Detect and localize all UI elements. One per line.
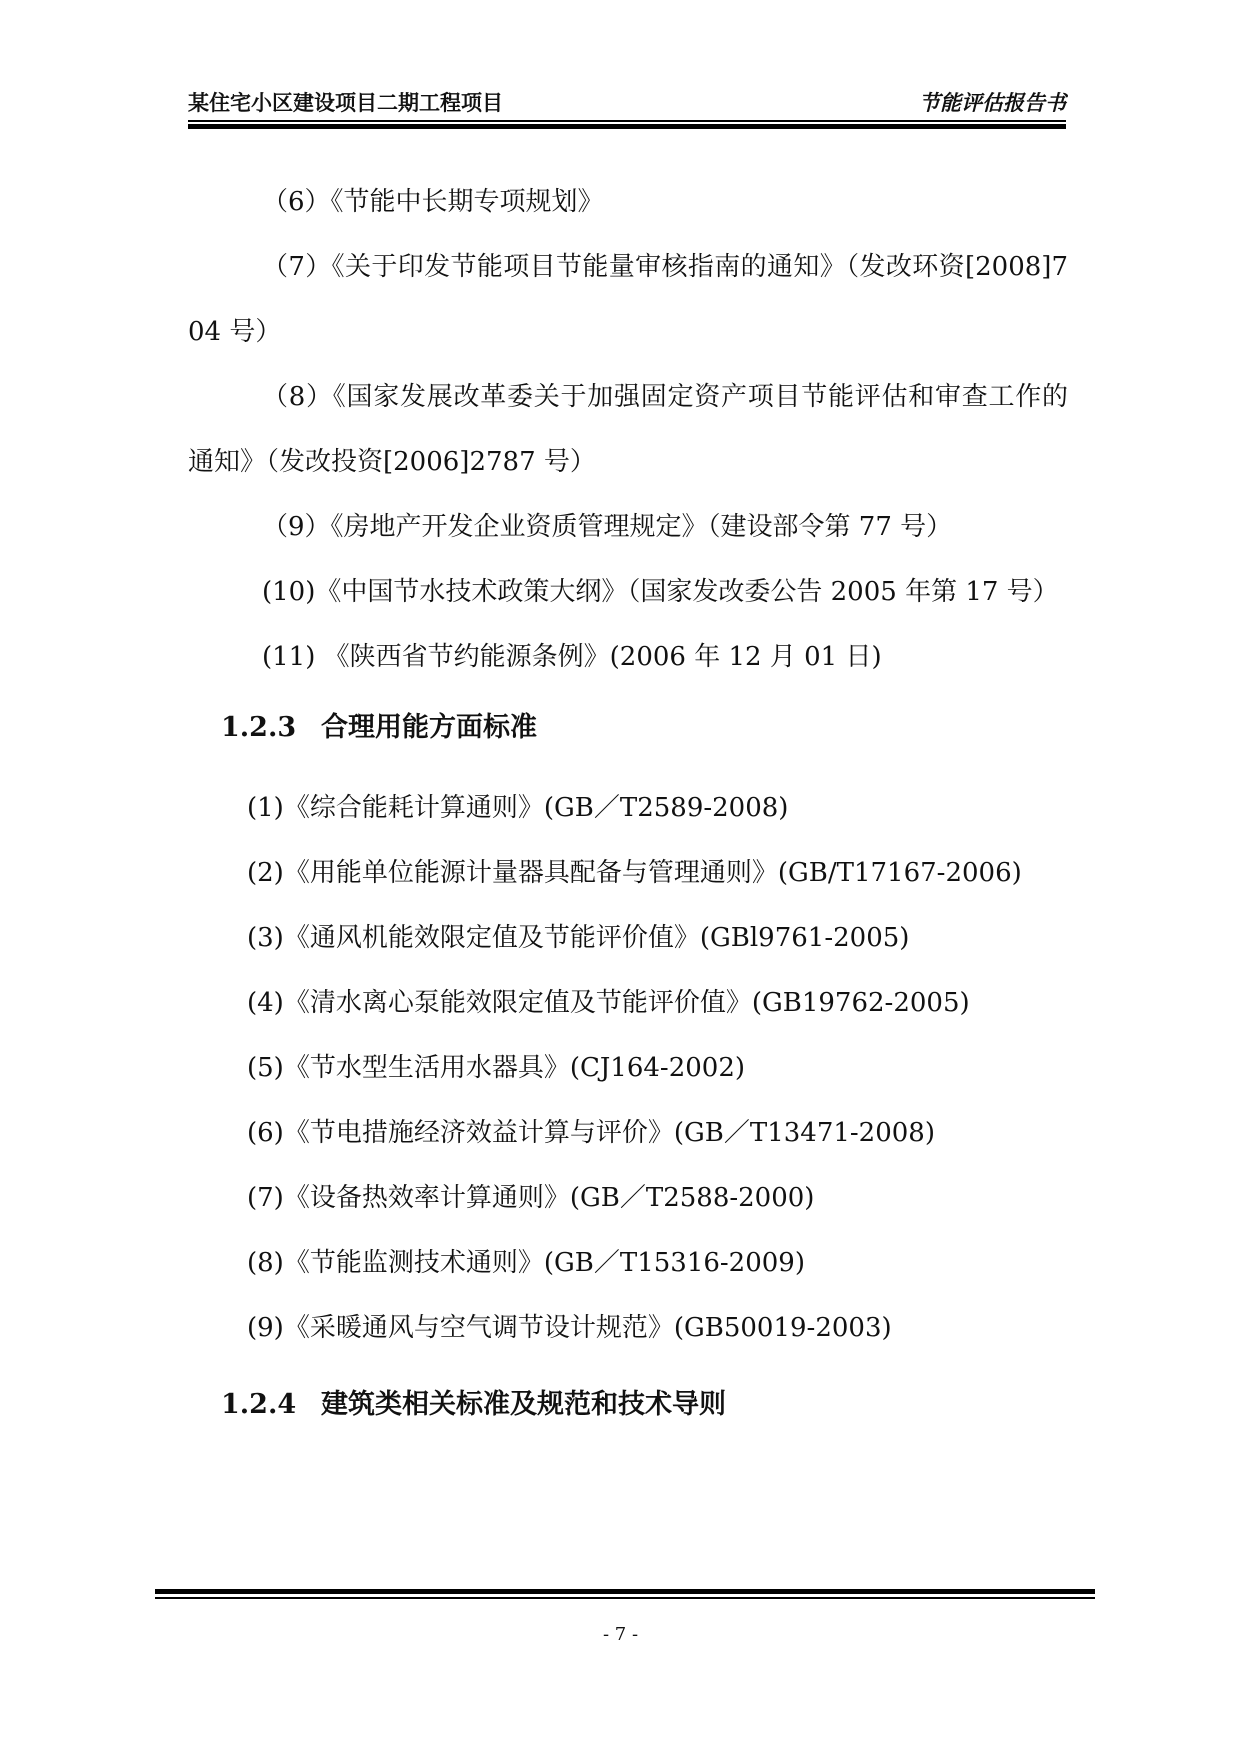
header-document-type: 节能评估报告书 (919, 91, 1066, 115)
standard-item: (7)《设备热效率计算通则》(GB／T2588-2000) (247, 1183, 815, 1213)
regulation-item: （8）《国家发展改革委关于加强固定资产项目节能评估和审查工作的通知》（发改投资[2006]2787 号） (188, 382, 1068, 477)
regulation-item: (10)《中国节水技术政策大纲》（国家发改委公告 2005 年第 17 号） (262, 577, 1059, 607)
standard-item: (2)《用能单位能源计量器具配备与管理通则》(GB/T17167-2006) (247, 858, 1022, 888)
footer-rule-thin (155, 1597, 1095, 1599)
regulation-item: （7）《关于印发节能项目节能量审核指南的通知》（发改环资[2008]704 号） (188, 252, 1068, 347)
header-rule-thin (188, 120, 1066, 122)
section-title: 建筑类相关标准及规范和技术导则 (321, 1389, 726, 1420)
standard-item: (5)《节水型生活用水器具》(CJ164-2002) (247, 1053, 746, 1083)
section-heading-1-2-3 (188, 710, 1068, 746)
regulation-item: （9）《房地产开发企业资质管理规定》（建设部令第 77 号） (262, 512, 953, 542)
regulation-item: (11) 《陕西省节约能源条例》(2006 年 12 月 01 日) (262, 642, 882, 672)
standard-item: (6)《节电措施经济效益计算与评价》(GB／T13471-2008) (247, 1118, 935, 1148)
standard-item: (9)《采暖通风与空气调节设计规范》(GB50019-2003) (247, 1313, 892, 1343)
standards-list (188, 776, 1068, 1361)
page-body (188, 170, 1068, 1423)
section-heading-1-2-4 (188, 1387, 1068, 1423)
standard-item: (8)《节能监测技术通则》(GB／T15316-2009) (247, 1248, 805, 1278)
standard-item: (3)《通风机能效限定值及节能评价值》(GBl9761-2005) (247, 923, 910, 953)
section-title: 合理用能方面标准 (321, 712, 537, 743)
section-number: 1.2.4 (221, 1389, 297, 1420)
regulation-item: （6）《节能中长期专项规划》 (262, 187, 604, 217)
section-number: 1.2.3 (221, 712, 297, 743)
page-number: - 7 - (602, 1624, 639, 1645)
footer-rule-thick (155, 1589, 1095, 1594)
page-header (188, 88, 1066, 118)
standard-item: (4)《清水离心泵能效限定值及节能评价值》(GB19762-2005) (247, 988, 970, 1018)
header-rule-thick (188, 124, 1066, 129)
header-project-title: 某住宅小区建设项目二期工程项目 (188, 91, 503, 115)
standard-item: (1)《综合能耗计算通则》(GB／T2589-2008) (247, 793, 789, 823)
regulations-list (188, 170, 1068, 690)
